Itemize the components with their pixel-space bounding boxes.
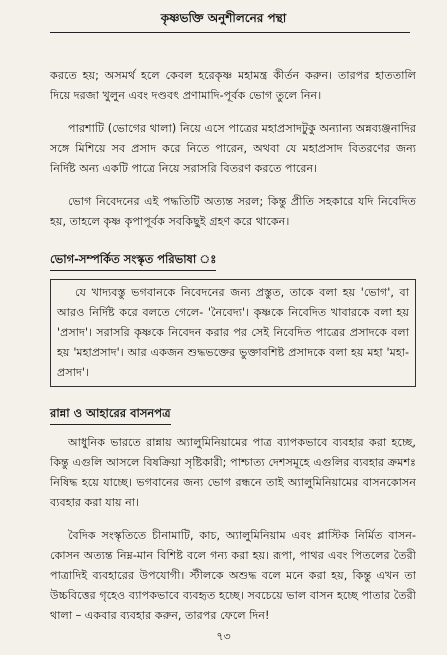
section-heading: রান্না ও আহারের বাসনপত্র [50, 403, 171, 425]
paragraph: বৈদিক সংস্কৃতিতে চীনামাটি, কাচ, অ্যালুমিনিয়াম এবং প্লাস্টিক নির্মিত বাসন-কোসন অত্যন্ত নিম্ন-মান বিশিষ্ট বলে গন্য করা হয়। রূপা, পাথর এবং পিতলের তৈরী পাত্রাদিই ব্যবহারের উপযোগী। স্টীলকে অশুদ্ধ বলে মনে করা হয়, কিন্তু এখন তা উচ্চবিত্তের গৃহেও ব্যাপকভাবে ব্যবহৃত হচ্ছে। সবচেয়ে ভাল বাসন হচ্ছে পাতার তৈরী থালা – একবার ব্যবহার করুন, তারপর ফেলে দিন! [50, 529, 416, 622]
paragraph: আধুনিক ভারতে রান্নায় অ্যালুমিনিয়ামের পাত্র ব্যাপকভাবে ব্যবহার করা হচ্ছে, কিন্তু এগুলি আসলে বিষক্রিয়া সৃষ্টিকারী; পাশ্চাত্য দেশসমূহে এগুলির ব্যবহার ক্রমশঃ নিষিদ্ধ হয়ে যাচ্ছে। ভগবানের জন্য ভোগ রন্ধনে তাই অ্যালুমিনিয়ামের বাসনকোসন ব্যবহার করা যায় না। [50, 436, 416, 509]
page-number: ৭৩ [216, 630, 231, 643]
page-body [50, 66, 416, 639]
paragraph: করতে হয়; অসমর্থ হলে কেবল হরেকৃষ্ণ মহামন্ত্র কীর্তন করুন। তারপর হাততালি দিয়ে দরজা খুলুন এবং দণ্ডবৎ প্রণামাদি-পূর্বক ভোগ তুলে নিন। [50, 69, 416, 102]
paragraph: ভোগ নিবেদনের এই পদ্ধতিটি অত্যন্ত সরল; কিন্তু প্রীতি সহকারে যদি নিবেদিত হয়, তাহলে কৃষ্ণ কৃপাপূর্বক সবকিছুই গ্রহণ করে থাকেন। [50, 195, 416, 228]
definition-box [50, 279, 416, 387]
definition-text: যে খাদ্যবস্তু ভগবানকে নিবেদনের জন্য প্রস্তুত, তাকে বলা হয় 'ভোগ', বা আরও নির্দিষ্ট করে বলতে গেলে- 'নৈবেদ্য'। কৃষ্ণকে নিবেদিত খাবারকে বলা হয় 'প্রসাদ'। সরাসরি কৃষ্ণকে নিবেদন করার পর সেই নিবেদিত পাত্রের প্রসাদকে বলা হয় 'মহাপ্রসাদ'। আর একজন শুদ্ধভক্তের ভুক্তাবশিষ্ট প্রসাদকে বলা হয় মহা 'মহা-প্রসাদ'। [57, 286, 409, 379]
paragraph: পারশাটি (ভোগের থালা) নিয়ে এসে পাত্রের মহাপ্রসাদটুকু অন্যান্য অন্নব্যঞ্জনাদির সঙ্গে মিশিয়ে সব প্রসাদ করে নিতে পারেন, অথবা যে মহাপ্রসাদ বিতরণের জন্য নির্দিষ্ট অন্য একটি পাত্রে নিয়ে সরাসরি বিতরণ করতে পারেন। [50, 122, 416, 175]
running-head: কৃষ্ণভক্তি অনুশীলনের পন্থা [160, 11, 287, 25]
section-heading: ভোগ-সম্পর্কিত সংস্কৃত পরিভাষা ঃ [50, 249, 216, 271]
header-rule [50, 32, 410, 33]
